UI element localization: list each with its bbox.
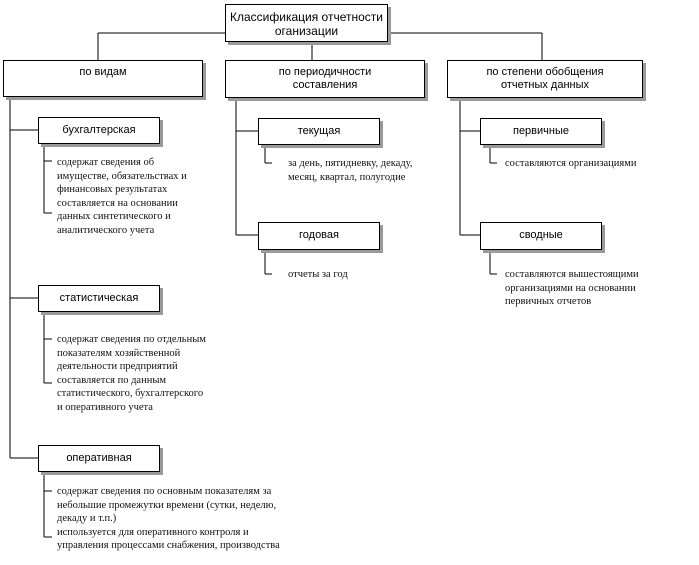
- period-annual: [258, 222, 380, 250]
- note-line: за день, пятидневку, декаду,: [288, 158, 413, 169]
- gen-primary-notes: [505, 157, 636, 171]
- gen-consolidated: [480, 222, 602, 250]
- note-line: составляются организациями: [505, 158, 637, 169]
- note-line: первичных отчетов: [505, 296, 592, 307]
- type-accounting-notes: [57, 156, 187, 237]
- root-title-line1: Классификация отчетности: [230, 10, 383, 24]
- note-line: отчеты за год: [288, 269, 348, 280]
- type-statistical: [38, 285, 160, 312]
- note-line: составляется по данным: [57, 374, 167, 386]
- note-line: показателям хозяйственной: [57, 347, 181, 359]
- note-line: декаду и т.п.): [57, 513, 117, 524]
- note-line: деятельности предприятий: [57, 361, 178, 372]
- branch-by-periodicity: [225, 60, 425, 98]
- note-line: управления процессами снабжения, производства: [57, 540, 280, 551]
- type-accounting-label: бухгалтерская: [62, 124, 136, 136]
- branch-by-type-label: по видам: [79, 66, 127, 78]
- branch-by-generalization: [447, 60, 643, 98]
- note-line: используется для оперативного контроля и: [57, 526, 249, 538]
- branch-by-type: [3, 60, 203, 97]
- note-line: и оперативного учета: [57, 401, 153, 413]
- branch-by-generalization-label-2: отчетных данных: [500, 79, 590, 91]
- note-line: составляются вышестоящими: [505, 269, 639, 280]
- type-statistical-notes: [57, 333, 206, 414]
- period-annual-label: годовая: [299, 229, 339, 241]
- note-line: содержат сведения об: [57, 157, 155, 168]
- note-line: данных синтетического и: [57, 211, 171, 222]
- note-line: месяц, квартал, полугодие: [288, 171, 406, 183]
- type-statistical-label: статистическая: [59, 292, 139, 304]
- note-line: организациями на основании: [505, 282, 636, 294]
- type-operational-label: оперативная: [66, 452, 132, 464]
- note-line: небольшие промежутки времени (сутки, неделю,: [57, 499, 277, 511]
- note-line: содержат сведения по отдельным: [57, 334, 206, 345]
- period-annual-notes: [288, 268, 348, 282]
- note-line: имуществе, обязательствах и: [57, 170, 187, 182]
- gen-consolidated-label: сводные: [519, 229, 563, 241]
- type-operational: [38, 445, 160, 472]
- note-line: статистического, бухгалтерского: [57, 388, 204, 399]
- type-operational-notes: [57, 485, 280, 553]
- period-current-label: текущая: [297, 125, 341, 137]
- period-current: [258, 118, 380, 145]
- note-line: составляется на основании: [57, 197, 178, 209]
- branch-by-periodicity-label-1: по периодичности: [278, 66, 372, 78]
- type-accounting: [38, 117, 160, 144]
- gen-primary-label: первичные: [512, 125, 569, 137]
- note-line: аналитического учета: [57, 224, 155, 236]
- gen-primary: [480, 118, 602, 145]
- root-title-line2: оганизации: [274, 24, 339, 38]
- branch-by-periodicity-label-2: составления: [292, 79, 358, 91]
- note-line: финансовых результатах: [57, 184, 168, 195]
- branch-by-generalization-label-1: по степени обобщения: [486, 66, 604, 78]
- note-line: содержат сведения по основным показателям за: [57, 486, 272, 497]
- gen-consolidated-notes: [505, 268, 639, 309]
- root-node: [225, 4, 388, 42]
- period-current-notes: [288, 157, 413, 184]
